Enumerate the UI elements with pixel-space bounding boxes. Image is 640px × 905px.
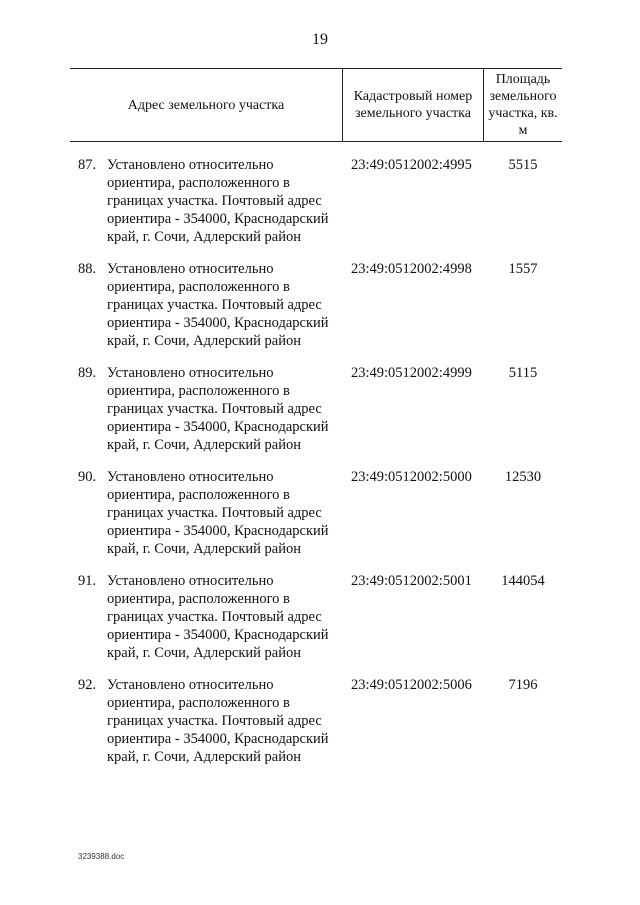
table-row: [70, 468, 562, 572]
header-address: Адрес земельного участка: [127, 98, 285, 113]
table-row: [70, 156, 562, 260]
row-number: 92.: [78, 677, 97, 693]
row-address: Установлено относительно ориентира, расположенного в границах участка. Почтовый адрес ориентира - 354000, Краснодарский край, г. Сочи, Адлерский район: [107, 261, 329, 349]
table-row: [70, 364, 562, 468]
row-number: 88.: [78, 261, 97, 277]
row-area: 5515: [508, 157, 538, 173]
row-address: Установлено относительно ориентира, расположенного в границах участка. Почтовый адрес ориентира - 354000, Краснодарский край, г. Сочи, Адлерский район: [107, 469, 329, 557]
table-row: [70, 572, 562, 676]
header-cadastral-number: Кадастровый номер земельного участка: [353, 89, 473, 121]
row-area: 5115: [508, 365, 538, 381]
row-cadastral-number: 23:49:0512002:4999: [351, 365, 472, 381]
row-cadastral-number: 23:49:0512002:4995: [351, 157, 472, 173]
row-cadastral-number: 23:49:0512002:5000: [351, 469, 472, 485]
header-area: Площадь земельного участка, кв. м: [488, 72, 558, 138]
table-body: [70, 156, 562, 780]
row-cadastral-number: 23:49:0512002:5006: [351, 677, 472, 693]
document-filename: 3239388.doc: [78, 852, 125, 861]
table-row: [70, 676, 562, 780]
row-number: 90.: [78, 469, 97, 485]
row-area: 12530: [504, 469, 542, 485]
table-row: [70, 260, 562, 364]
row-number: 91.: [78, 573, 97, 589]
row-area: 1557: [508, 261, 538, 277]
row-number: 89.: [78, 365, 97, 381]
row-address: Установлено относительно ориентира, расположенного в границах участка. Почтовый адрес ориентира - 354000, Краснодарский край, г. Сочи, Адлерский район: [107, 365, 329, 453]
row-area: 144054: [501, 573, 545, 589]
row-number: 87.: [78, 157, 97, 173]
row-address: Установлено относительно ориентира, расположенного в границах участка. Почтовый адрес ориентира - 354000, Краснодарский край, г. Сочи, Адлерский район: [107, 677, 329, 765]
row-area: 7196: [508, 677, 538, 693]
table-header: [70, 68, 562, 142]
row-cadastral-number: 23:49:0512002:4998: [351, 261, 472, 277]
row-address: Установлено относительно ориентира, расположенного в границах участка. Почтовый адрес ориентира - 354000, Краснодарский край, г. Сочи, Адлерский район: [107, 157, 329, 245]
page-number: 19: [312, 31, 328, 48]
row-address: Установлено относительно ориентира, расположенного в границах участка. Почтовый адрес ориентира - 354000, Краснодарский край, г. Сочи, Адлерский район: [107, 573, 329, 661]
row-cadastral-number: 23:49:0512002:5001: [351, 573, 472, 589]
